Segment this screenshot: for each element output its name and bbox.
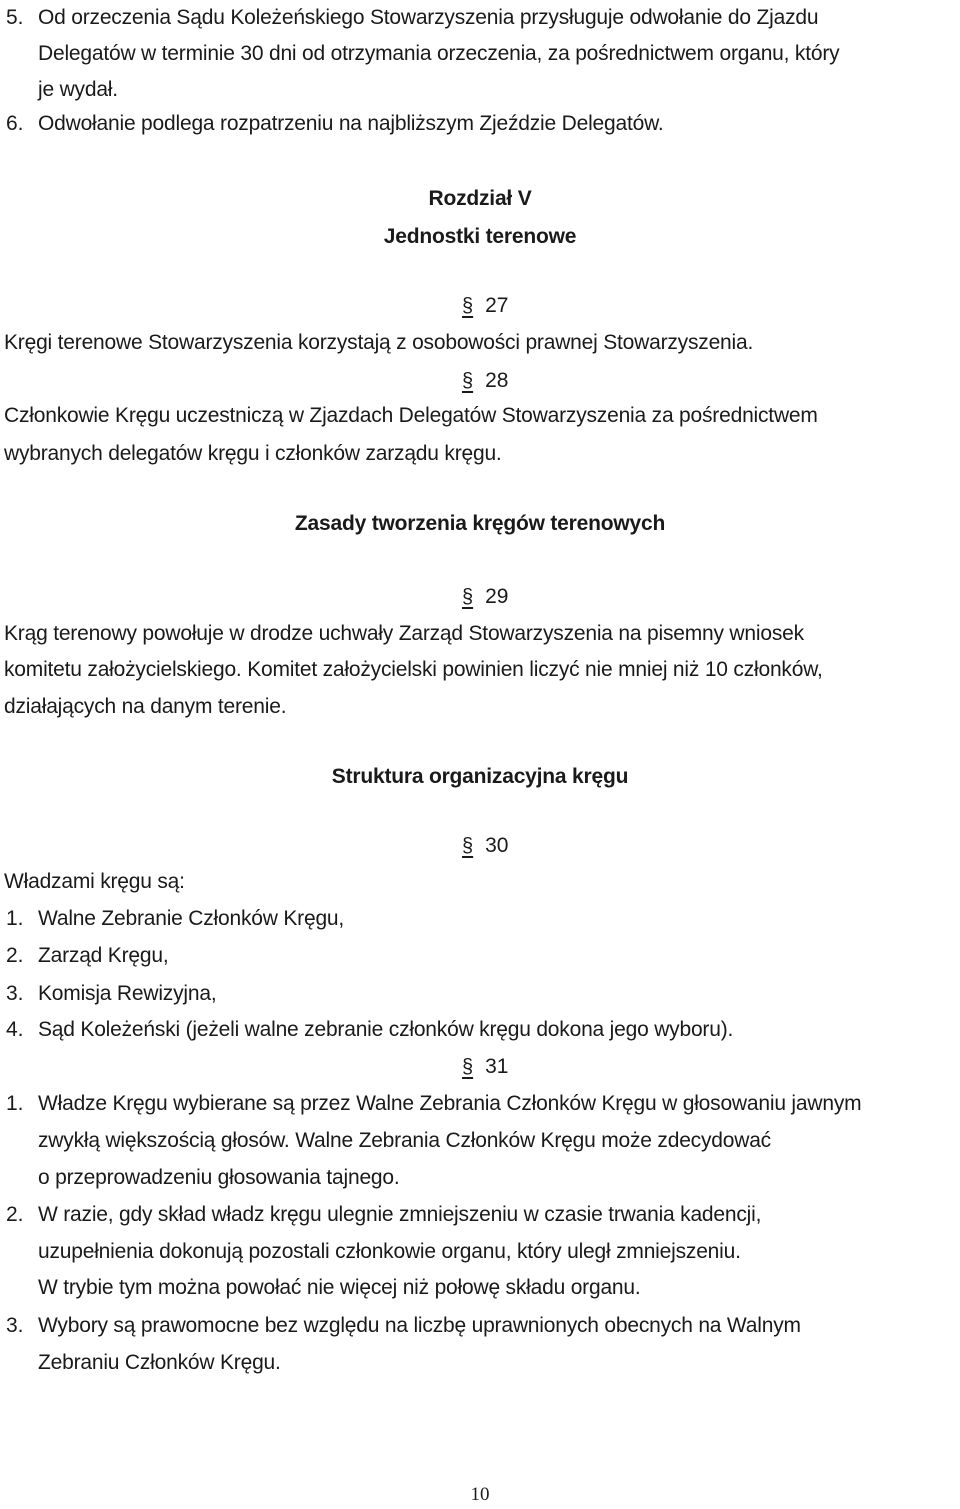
list-item: Walne Zebranie Członków Kręgu, [38, 907, 345, 930]
item5-line3: je wydał. [38, 78, 118, 101]
paragraph-31-item2-line3: W trybie tym można powołać nie więcej niż połowę składu organu. [38, 1276, 641, 1299]
item5-line2: Delegatów w terminie 30 dni od otrzymania orzeczenia, za pośrednictwem organu, który [38, 42, 840, 65]
list-item: Komisja Rewizyjna, [38, 982, 217, 1005]
chapter-subtitle: Jednostki terenowe [383, 225, 577, 248]
list-number: 5. [6, 6, 24, 29]
list-number: 1. [6, 907, 24, 930]
paragraph-31-item1-line1: Władze Kręgu wybierane są przez Walne Zebrania Członków Kręgu w głosowaniu jawnym [38, 1092, 862, 1115]
list-number: 2. [6, 944, 24, 967]
paragraph-30-intro: Władzami kręgu są: [4, 870, 185, 893]
paragraph-29-line3: działających na danym terenie. [4, 695, 287, 718]
item5-line1: Od orzeczenia Sądu Koleżeńskiego Stowarzyszenia przysługuje odwołanie do Zjazdu [38, 6, 819, 29]
section-sign: § [462, 586, 474, 608]
paragraph-27-text: Kręgi terenowe Stowarzyszenia korzystają z osobowości prawnej Stowarzyszenia. [4, 331, 754, 354]
paragraph-29-line1: Krąg terenowy powołuje w drodze uchwały Zarząd Stowarzyszenia na pisemny wniosek [4, 622, 804, 645]
list-item: Sąd Koleżeński (jeżeli walne zebranie członków kręgu dokona jego wyboru). [38, 1018, 734, 1041]
paragraph-31-item1-line3: o przeprowadzeniu głosowania tajnego. [38, 1166, 400, 1189]
page-number: 10 [470, 1484, 490, 1505]
list-number: 2. [6, 1203, 24, 1226]
paragraph-number: 28 [485, 369, 509, 392]
paragraph-28-heading [462, 367, 508, 395]
section-heading: Zasady tworzenia kręgów terenowych [294, 512, 666, 535]
section-sign: § [462, 1056, 474, 1078]
paragraph-number: 27 [485, 294, 509, 317]
section-sign: § [462, 295, 474, 317]
paragraph-number: 31 [485, 1055, 509, 1078]
paragraph-28-line2: wybranych delegatów kręgu i członków zarządu kręgu. [4, 442, 502, 465]
paragraph-31-heading [462, 1053, 508, 1081]
section-sign: § [462, 835, 474, 857]
paragraph-31-item2-line1: W razie, gdy skład władz kręgu ulegnie zmniejszeniu w czasie trwania kadencji, [38, 1203, 762, 1226]
list-number: 1. [6, 1092, 24, 1115]
paragraph-30-heading [462, 832, 508, 860]
paragraph-28-line1: Członkowie Kręgu uczestniczą w Zjazdach Delegatów Stowarzyszenia za pośrednictwem [4, 404, 818, 427]
section-heading: Struktura organizacyjna kręgu [331, 765, 629, 788]
list-number: 3. [6, 1314, 24, 1337]
paragraph-31-item1-line2: zwykłą większością głosów. Walne Zebrania Członków Kręgu może zdecydować [38, 1129, 771, 1152]
paragraph-31-item2-line2: uzupełnienia dokonują pozostali członkowie organu, który uległ zmniejszeniu. [38, 1240, 741, 1263]
list-number: 6. [6, 112, 24, 135]
paragraph-number: 29 [485, 585, 509, 608]
paragraph-31-item3-line1: Wybory są prawomocne bez względu na liczbę uprawnionych obecnych na Walnym [38, 1314, 801, 1337]
chapter-title: Rozdział V [428, 187, 532, 210]
list-number: 4. [6, 1018, 24, 1041]
paragraph-number: 30 [485, 834, 509, 857]
list-number: 3. [6, 982, 24, 1005]
paragraph-29-heading [462, 583, 508, 611]
paragraph-31-item3-line2: Zebraniu Członków Kręgu. [38, 1351, 281, 1374]
paragraph-29-line2: komitetu założycielskiego. Komitet założycielski powinien liczyć nie mniej niż 10 członków, [4, 658, 823, 681]
item6-line1: Odwołanie podlega rozpatrzeniu na najbliższym Zjeździe Delegatów. [38, 112, 664, 135]
list-item: Zarząd Kręgu, [38, 944, 169, 967]
paragraph-27-heading [462, 292, 508, 320]
section-sign: § [462, 370, 474, 392]
